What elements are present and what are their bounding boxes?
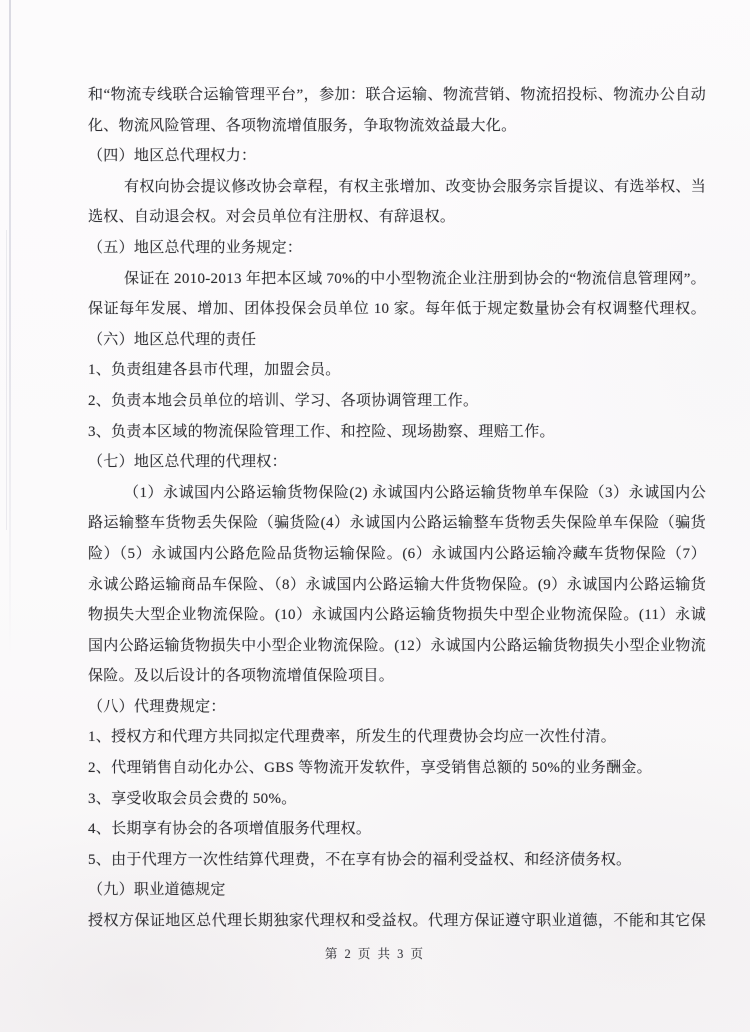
text-line: 永诚公路运输商品车保险、（8）永诚国内公路运输大件货物保险。(9）永诚国内公路运输货 bbox=[88, 576, 706, 593]
text-line: 国内公路运输货物损失中小型企业物流保险。(12）永诚国内公路运输货物损失小型企业物流 bbox=[88, 637, 706, 654]
text-line: 路运输整车货物丢失保险（骗货险(4）永诚国内公路运输整车货物丢失保险单车保险（骗货 bbox=[88, 515, 706, 532]
text-line: 和“物流专线联合运输管理平台”，参加：联合运输、物流营销、物流招投标、物流办公自动 bbox=[88, 87, 706, 103]
section-heading-eight: （八）代理费规定： bbox=[88, 698, 226, 715]
section-heading-four: （四）地区总代理权力： bbox=[88, 148, 257, 165]
list-item-5: 5、由于代理方一次性结算代理费，不在享有协会的福利受益权、和经济债务权。 bbox=[88, 851, 632, 868]
text-line: 保险。及以后设计的各项物流增值保险项目。 bbox=[88, 668, 395, 685]
list-item-4: 4、长期享有协会的各项增值服务代理权。 bbox=[88, 821, 372, 838]
text-line: 有权向协会提议修改协会章程，有权主张增加、改变协会服务宗旨提议、有选举权、当 bbox=[124, 178, 706, 195]
text-line: 保证每年发展、增加、团体投保会员单位 10 家。每年低于规定数量协会有权调整代理权。 bbox=[88, 301, 706, 318]
text-line: 授权方保证地区总代理长期独家代理权和受益权。代理方保证遵守职业道德，不能和其它保 bbox=[88, 913, 706, 930]
section-heading-seven: （七）地区总代理的代理权： bbox=[88, 454, 287, 471]
section-heading-six: （六）地区总代理的责任 bbox=[88, 331, 257, 348]
text-line: 化、物流风险管理、各项物流增值服务，争取物流效益最大化。 bbox=[88, 117, 517, 134]
list-item-2: 2、负责本地会员单位的培训、学习、各项协调管理工作。 bbox=[88, 392, 479, 409]
list-item-1: 1、负责组建各县市代理，加盟会员。 bbox=[88, 362, 341, 379]
text-line: 物损失大型企业物流保险。(10）永诚国内公路运输货物损失中型企业物流保险。(11）永诚 bbox=[88, 607, 706, 624]
page-number: 第 2 页 共 3 页 bbox=[324, 947, 426, 961]
list-item-3: 3、负责本区域的物流保险管理工作、和控险、现场勘察、理赔工作。 bbox=[88, 423, 555, 440]
section-heading-five: （五）地区总代理的业务规定： bbox=[88, 239, 303, 256]
text-line: 保证在 2010-2013 年把本区域 70%的中小型物流企业注册到协会的“物流信息管理网”。 bbox=[124, 270, 706, 287]
list-item-3: 3、享受收取会员会费的 50%。 bbox=[88, 790, 297, 807]
section-heading-nine: （九）职业道德规定 bbox=[88, 882, 226, 899]
text-line: （1）永诚国内公路运输货物保险(2) 永诚国内公路运输货物单车保险（3）永诚国内公 bbox=[124, 484, 706, 501]
list-item-1: 1、授权方和代理方共同拟定代理费率，所发生的代理费协会均应一次性付清。 bbox=[88, 729, 617, 746]
list-item-2: 2、代理销售自动化办公、GBS 等物流开发软件，享受销售总额的 50%的业务酬金。 bbox=[88, 760, 652, 777]
text-line: 选权、自动退会权。对会员单位有注册权、有辞退权。 bbox=[88, 209, 456, 226]
text-line: 险）（5）永诚国内公路危险品货物运输保险。(6）永诚国内公路运输冷藏车货物保险（7） bbox=[88, 545, 706, 562]
